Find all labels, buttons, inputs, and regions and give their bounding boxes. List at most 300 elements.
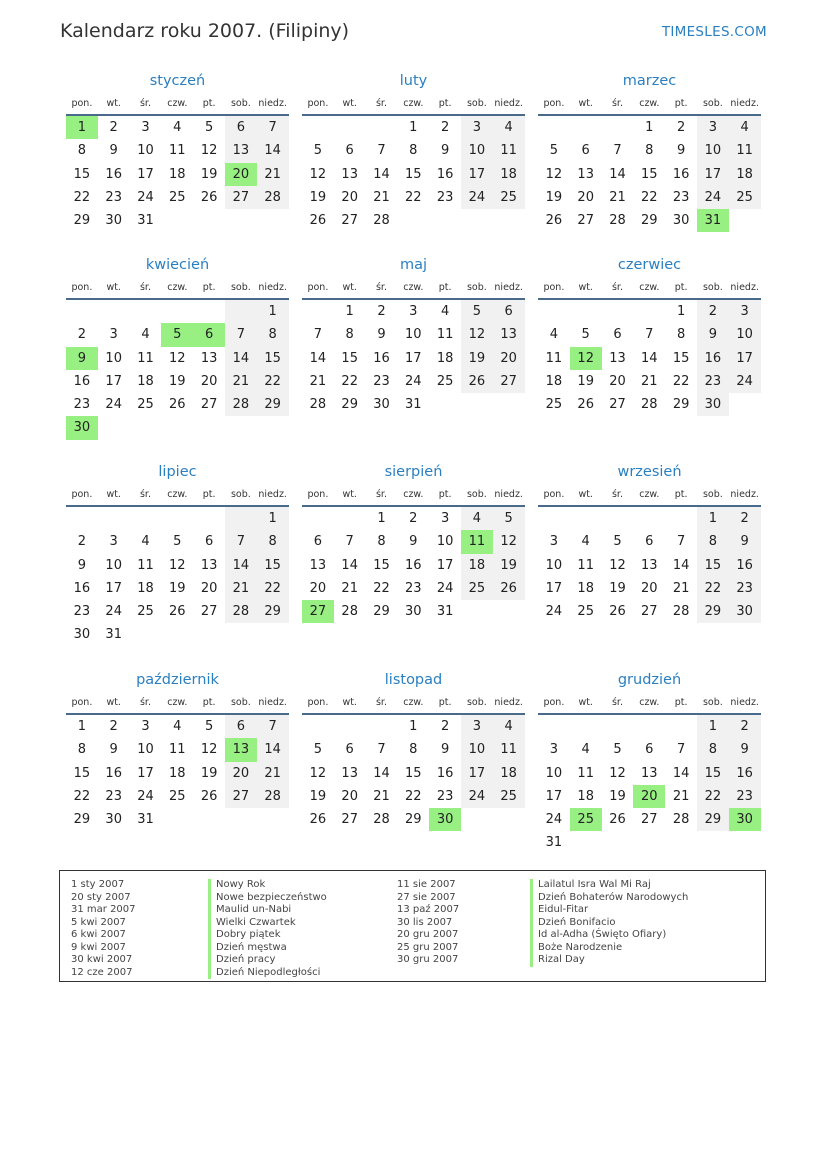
day-cell[interactable]: 23 — [672, 189, 690, 205]
day-cell[interactable]: 25 — [493, 186, 525, 209]
day-cell[interactable]: 7 — [676, 742, 686, 758]
day-cell[interactable]: 24 — [697, 186, 729, 209]
day-cell[interactable]: 17 — [545, 580, 563, 596]
day-cell[interactable]: 10 — [137, 742, 154, 758]
day-cell[interactable]: 28 — [341, 604, 358, 620]
day-cell[interactable]: 17 — [137, 765, 154, 781]
day-cell[interactable]: 7 — [313, 327, 323, 343]
day-cell[interactable]: 8 — [345, 327, 354, 343]
day-cell[interactable]: 22 — [697, 577, 729, 600]
day-cell[interactable]: 16 — [373, 350, 390, 366]
day-cell[interactable]: 21 — [609, 189, 626, 205]
day-cell[interactable]: 18 — [577, 580, 594, 596]
day-cell[interactable]: 28 — [672, 812, 690, 828]
day-cell[interactable]: 22 — [672, 373, 690, 389]
day-cell[interactable]: 8 — [77, 143, 87, 159]
day-cell[interactable]: 24 — [545, 604, 563, 620]
day-cell[interactable]: 28 — [225, 600, 257, 623]
day-cell[interactable]: 2 — [440, 719, 450, 734]
day-cell[interactable]: 19 — [169, 580, 186, 596]
day-cell[interactable]: 2 — [377, 304, 386, 319]
day-cell[interactable]: 17 — [545, 788, 563, 804]
day-cell[interactable]: 20 — [225, 163, 257, 186]
day-cell[interactable]: 15 — [373, 557, 390, 573]
day-cell[interactable]: 24 — [461, 186, 493, 209]
day-cell[interactable]: 3 — [461, 715, 493, 738]
day-cell[interactable]: 9 — [377, 327, 386, 343]
day-cell[interactable]: 20 — [341, 788, 358, 804]
day-cell[interactable]: 14 — [609, 166, 626, 182]
day-cell[interactable]: 30 — [672, 213, 690, 229]
day-cell[interactable]: 8 — [409, 742, 418, 758]
day-cell[interactable]: 6 — [193, 323, 225, 346]
day-cell[interactable]: 26 — [609, 812, 626, 828]
day-cell[interactable]: 11 — [545, 350, 563, 366]
day-cell[interactable]: 16 — [436, 166, 454, 182]
day-cell[interactable]: 26 — [309, 812, 327, 828]
day-cell[interactable]: 19 — [200, 765, 218, 781]
day-cell[interactable]: 4 — [141, 327, 150, 343]
day-cell[interactable]: 22 — [257, 577, 289, 600]
day-cell[interactable]: 25 — [729, 186, 761, 209]
day-cell[interactable]: 19 — [461, 347, 493, 370]
day-cell[interactable]: 26 — [169, 604, 186, 620]
day-cell[interactable]: 28 — [373, 213, 390, 229]
day-cell[interactable]: 5 — [173, 534, 182, 550]
day-cell[interactable]: 13 — [309, 557, 327, 573]
day-cell[interactable]: 26 — [577, 397, 594, 413]
day-cell[interactable]: 9 — [409, 534, 418, 550]
day-cell[interactable]: 2 — [77, 534, 87, 550]
day-cell[interactable]: 10 — [137, 143, 154, 159]
day-cell[interactable]: 31 — [405, 397, 422, 413]
day-cell[interactable]: 13 — [200, 350, 218, 366]
day-cell[interactable]: 20 — [609, 373, 626, 389]
day-cell[interactable]: 11 — [729, 139, 761, 162]
day-cell[interactable]: 17 — [729, 347, 761, 370]
day-cell[interactable]: 15 — [641, 166, 658, 182]
day-cell[interactable]: 14 — [672, 765, 690, 781]
day-cell[interactable]: 10 — [461, 139, 493, 162]
day-cell[interactable]: 27 — [641, 812, 658, 828]
day-cell[interactable]: 28 — [609, 213, 626, 229]
day-cell[interactable]: 16 — [729, 554, 761, 577]
day-cell[interactable]: 30 — [105, 812, 122, 828]
day-cell[interactable]: 19 — [169, 373, 186, 389]
day-cell[interactable]: 3 — [549, 742, 559, 758]
day-cell[interactable]: 30 — [405, 604, 422, 620]
day-cell[interactable]: 19 — [493, 554, 525, 577]
day-cell[interactable]: 1 — [409, 719, 418, 734]
day-cell[interactable]: 25 — [545, 397, 563, 413]
day-cell[interactable]: 2 — [409, 511, 418, 526]
day-cell[interactable]: 8 — [409, 143, 418, 159]
day-cell[interactable]: 7 — [345, 534, 354, 550]
day-cell[interactable]: 17 — [105, 580, 122, 596]
day-cell[interactable]: 5 — [204, 120, 214, 135]
day-cell[interactable]: 15 — [405, 166, 422, 182]
day-cell[interactable]: 10 — [105, 557, 122, 573]
day-cell[interactable]: 5 — [204, 719, 214, 734]
day-cell[interactable]: 13 — [200, 557, 218, 573]
day-cell[interactable]: 23 — [729, 785, 761, 808]
day-cell[interactable]: 4 — [141, 534, 150, 550]
day-cell[interactable]: 20 — [493, 347, 525, 370]
day-cell[interactable]: 18 — [545, 373, 563, 389]
day-cell[interactable]: 22 — [73, 788, 91, 804]
day-cell[interactable]: 9 — [697, 323, 729, 346]
day-cell[interactable]: 13 — [609, 350, 626, 366]
day-cell[interactable]: 31 — [436, 604, 454, 620]
day-cell[interactable]: 29 — [641, 213, 658, 229]
day-cell[interactable]: 31 — [137, 812, 154, 828]
day-cell[interactable]: 10 — [545, 557, 563, 573]
day-cell[interactable]: 4 — [493, 715, 525, 738]
day-cell[interactable]: 15 — [405, 765, 422, 781]
day-cell[interactable]: 28 — [225, 393, 257, 416]
day-cell[interactable]: 29 — [405, 812, 422, 828]
day-cell[interactable]: 11 — [436, 327, 454, 343]
day-cell[interactable]: 27 — [302, 600, 334, 623]
day-cell[interactable]: 11 — [461, 530, 493, 553]
day-cell[interactable]: 17 — [137, 166, 154, 182]
day-cell[interactable]: 27 — [225, 186, 257, 209]
day-cell[interactable]: 31 — [137, 213, 154, 229]
day-cell[interactable]: 15 — [73, 166, 91, 182]
day-cell[interactable]: 14 — [641, 350, 658, 366]
day-cell[interactable]: 29 — [73, 213, 91, 229]
day-cell[interactable]: 31 — [545, 835, 563, 851]
day-cell[interactable]: 6 — [581, 143, 590, 159]
day-cell[interactable]: 14 — [373, 166, 390, 182]
day-cell[interactable]: 7 — [613, 143, 622, 159]
day-cell[interactable]: 4 — [581, 742, 590, 758]
day-cell[interactable]: 11 — [577, 765, 594, 781]
day-cell[interactable]: 8 — [257, 530, 289, 553]
day-cell[interactable]: 3 — [440, 511, 450, 526]
day-cell[interactable]: 30 — [73, 627, 91, 643]
day-cell[interactable]: 19 — [309, 788, 327, 804]
day-cell[interactable]: 16 — [73, 373, 91, 389]
day-cell[interactable]: 14 — [341, 557, 358, 573]
day-cell[interactable]: 22 — [73, 189, 91, 205]
day-cell[interactable]: 1 — [377, 511, 386, 526]
day-cell[interactable]: 8 — [645, 143, 654, 159]
day-cell[interactable]: 27 — [577, 213, 594, 229]
day-cell[interactable]: 30 — [697, 393, 729, 416]
day-cell[interactable]: 7 — [257, 116, 289, 139]
day-cell[interactable]: 24 — [461, 785, 493, 808]
day-cell[interactable]: 9 — [440, 742, 450, 758]
day-cell[interactable]: 14 — [373, 765, 390, 781]
day-cell[interactable]: 1 — [697, 715, 729, 738]
day-cell[interactable]: 19 — [545, 189, 563, 205]
day-cell[interactable]: 16 — [436, 765, 454, 781]
day-cell[interactable]: 31 — [697, 209, 729, 232]
day-cell[interactable]: 28 — [257, 186, 289, 209]
day-cell[interactable]: 29 — [697, 808, 729, 831]
day-cell[interactable]: 1 — [257, 300, 289, 323]
day-cell[interactable]: 3 — [409, 304, 418, 319]
day-cell[interactable]: 8 — [257, 323, 289, 346]
day-cell[interactable]: 30 — [729, 808, 761, 831]
day-cell[interactable]: 22 — [341, 373, 358, 389]
day-cell[interactable]: 29 — [697, 600, 729, 623]
day-cell[interactable]: 24 — [137, 189, 154, 205]
day-cell[interactable]: 15 — [672, 350, 690, 366]
day-cell[interactable]: 1 — [66, 116, 98, 139]
day-cell[interactable]: 21 — [309, 373, 327, 389]
day-cell[interactable]: 16 — [697, 347, 729, 370]
day-cell[interactable]: 17 — [436, 557, 454, 573]
day-cell[interactable]: 21 — [257, 163, 289, 186]
day-cell[interactable]: 27 — [493, 370, 525, 393]
day-cell[interactable]: 30 — [729, 600, 761, 623]
day-cell[interactable]: 24 — [436, 580, 454, 596]
day-cell[interactable]: 29 — [257, 393, 289, 416]
day-cell[interactable]: 30 — [429, 808, 461, 831]
day-cell[interactable]: 9 — [440, 143, 450, 159]
day-cell[interactable]: 7 — [377, 143, 386, 159]
day-cell[interactable]: 11 — [493, 738, 525, 761]
day-cell[interactable]: 3 — [141, 719, 150, 734]
day-cell[interactable]: 30 — [373, 397, 390, 413]
day-cell[interactable]: 13 — [341, 166, 358, 182]
day-cell[interactable]: 4 — [461, 507, 493, 530]
day-cell[interactable]: 8 — [377, 534, 386, 550]
day-cell[interactable]: 27 — [341, 812, 358, 828]
day-cell[interactable]: 14 — [672, 557, 690, 573]
day-cell[interactable]: 17 — [461, 762, 493, 785]
day-cell[interactable]: 23 — [436, 788, 454, 804]
day-cell[interactable]: 13 — [493, 323, 525, 346]
day-cell[interactable]: 23 — [697, 370, 729, 393]
day-cell[interactable]: 15 — [697, 554, 729, 577]
day-cell[interactable]: 2 — [697, 300, 729, 323]
day-cell[interactable]: 2 — [77, 327, 87, 343]
day-cell[interactable]: 3 — [461, 116, 493, 139]
day-cell[interactable]: 14 — [225, 554, 257, 577]
day-cell[interactable]: 9 — [109, 742, 118, 758]
day-cell[interactable]: 10 — [697, 139, 729, 162]
day-cell[interactable]: 5 — [313, 742, 323, 758]
day-cell[interactable]: 7 — [225, 530, 257, 553]
day-cell[interactable]: 20 — [641, 580, 658, 596]
day-cell[interactable]: 18 — [436, 350, 454, 366]
day-cell[interactable]: 11 — [169, 742, 186, 758]
day-cell[interactable]: 17 — [697, 163, 729, 186]
day-cell[interactable]: 23 — [105, 189, 122, 205]
day-cell[interactable]: 19 — [200, 166, 218, 182]
day-cell[interactable]: 29 — [341, 397, 358, 413]
day-cell[interactable]: 14 — [257, 139, 289, 162]
day-cell[interactable]: 26 — [309, 213, 327, 229]
day-cell[interactable]: 10 — [461, 738, 493, 761]
day-cell[interactable]: 18 — [461, 554, 493, 577]
day-cell[interactable]: 29 — [73, 812, 91, 828]
day-cell[interactable]: 5 — [549, 143, 559, 159]
day-cell[interactable]: 1 — [645, 120, 654, 135]
day-cell[interactable]: 17 — [105, 373, 122, 389]
day-cell[interactable]: 24 — [405, 373, 422, 389]
day-cell[interactable]: 12 — [609, 765, 626, 781]
day-cell[interactable]: 6 — [345, 742, 354, 758]
day-cell[interactable]: 28 — [309, 397, 327, 413]
day-cell[interactable]: 10 — [545, 765, 563, 781]
day-cell[interactable]: 24 — [729, 370, 761, 393]
day-cell[interactable]: 3 — [141, 120, 150, 135]
day-cell[interactable]: 15 — [697, 762, 729, 785]
day-cell[interactable]: 12 — [493, 530, 525, 553]
day-cell[interactable]: 12 — [200, 742, 218, 758]
day-cell[interactable]: 1 — [77, 719, 87, 734]
day-cell[interactable]: 6 — [645, 742, 654, 758]
day-cell[interactable]: 21 — [225, 370, 257, 393]
day-cell[interactable]: 12 — [169, 557, 186, 573]
day-cell[interactable]: 28 — [373, 812, 390, 828]
day-cell[interactable]: 1 — [257, 507, 289, 530]
day-cell[interactable]: 29 — [672, 397, 690, 413]
day-cell[interactable]: 21 — [672, 788, 690, 804]
day-cell[interactable]: 12 — [570, 347, 602, 370]
day-cell[interactable]: 14 — [257, 738, 289, 761]
day-cell[interactable]: 9 — [109, 143, 118, 159]
day-cell[interactable]: 8 — [676, 327, 686, 343]
day-cell[interactable]: 13 — [577, 166, 594, 182]
day-cell[interactable]: 2 — [729, 715, 761, 738]
day-cell[interactable]: 22 — [373, 580, 390, 596]
day-cell[interactable]: 5 — [613, 534, 622, 550]
day-cell[interactable]: 31 — [105, 627, 122, 643]
day-cell[interactable]: 1 — [409, 120, 418, 135]
day-cell[interactable]: 21 — [373, 788, 390, 804]
day-cell[interactable]: 27 — [225, 785, 257, 808]
day-cell[interactable]: 20 — [633, 785, 665, 808]
day-cell[interactable]: 21 — [672, 580, 690, 596]
day-cell[interactable]: 4 — [493, 116, 525, 139]
day-cell[interactable]: 9 — [729, 530, 761, 553]
day-cell[interactable]: 25 — [137, 604, 154, 620]
day-cell[interactable]: 2 — [109, 120, 118, 135]
day-cell[interactable]: 20 — [200, 373, 218, 389]
day-cell[interactable]: 6 — [225, 715, 257, 738]
day-cell[interactable]: 26 — [200, 788, 218, 804]
day-cell[interactable]: 29 — [257, 600, 289, 623]
day-cell[interactable]: 21 — [341, 580, 358, 596]
day-cell[interactable]: 11 — [169, 143, 186, 159]
day-cell[interactable]: 16 — [672, 166, 690, 182]
day-cell[interactable]: 25 — [169, 788, 186, 804]
day-cell[interactable]: 20 — [200, 580, 218, 596]
day-cell[interactable]: 4 — [581, 534, 590, 550]
day-cell[interactable]: 6 — [204, 534, 214, 550]
day-cell[interactable]: 17 — [405, 350, 422, 366]
day-cell[interactable]: 26 — [461, 370, 493, 393]
day-cell[interactable]: 23 — [105, 788, 122, 804]
day-cell[interactable]: 18 — [729, 163, 761, 186]
day-cell[interactable]: 15 — [73, 765, 91, 781]
day-cell[interactable]: 20 — [309, 580, 327, 596]
day-cell[interactable]: 16 — [73, 580, 91, 596]
day-cell[interactable]: 26 — [493, 577, 525, 600]
day-cell[interactable]: 20 — [225, 762, 257, 785]
day-cell[interactable]: 28 — [672, 604, 690, 620]
day-cell[interactable]: 7 — [257, 715, 289, 738]
day-cell[interactable]: 29 — [373, 604, 390, 620]
day-cell[interactable]: 3 — [549, 534, 559, 550]
day-cell[interactable]: 1 — [345, 304, 354, 319]
day-cell[interactable]: 25 — [169, 189, 186, 205]
day-cell[interactable]: 21 — [641, 373, 658, 389]
day-cell[interactable]: 21 — [373, 189, 390, 205]
day-cell[interactable]: 23 — [729, 577, 761, 600]
day-cell[interactable]: 21 — [257, 762, 289, 785]
day-cell[interactable]: 18 — [577, 788, 594, 804]
day-cell[interactable]: 1 — [697, 507, 729, 530]
day-cell[interactable]: 18 — [169, 166, 186, 182]
day-cell[interactable]: 10 — [105, 350, 122, 366]
day-cell[interactable]: 15 — [257, 347, 289, 370]
day-cell[interactable]: 27 — [200, 397, 218, 413]
day-cell[interactable]: 12 — [309, 166, 327, 182]
day-cell[interactable]: 7 — [676, 534, 686, 550]
day-cell[interactable]: 5 — [461, 300, 493, 323]
day-cell[interactable]: 4 — [440, 304, 450, 319]
day-cell[interactable]: 21 — [225, 577, 257, 600]
day-cell[interactable]: 2 — [440, 120, 450, 135]
brand-link[interactable]: TIMESLES.COM — [661, 24, 767, 40]
day-cell[interactable]: 6 — [313, 534, 323, 550]
day-cell[interactable]: 13 — [641, 557, 658, 573]
day-cell[interactable]: 7 — [225, 323, 257, 346]
day-cell[interactable]: 18 — [493, 762, 525, 785]
day-cell[interactable]: 11 — [577, 557, 594, 573]
day-cell[interactable]: 6 — [613, 327, 622, 343]
day-cell[interactable]: 11 — [137, 350, 154, 366]
day-cell[interactable]: 13 — [641, 765, 658, 781]
day-cell[interactable]: 4 — [173, 719, 182, 734]
day-cell[interactable]: 13 — [225, 738, 257, 761]
day-cell[interactable]: 9 — [676, 143, 686, 159]
day-cell[interactable]: 28 — [641, 397, 658, 413]
day-cell[interactable]: 6 — [645, 534, 654, 550]
day-cell[interactable]: 22 — [405, 788, 422, 804]
day-cell[interactable]: 15 — [341, 350, 358, 366]
day-cell[interactable]: 5 — [581, 327, 590, 343]
day-cell[interactable]: 25 — [570, 808, 602, 831]
day-cell[interactable]: 4 — [173, 120, 182, 135]
day-cell[interactable]: 10 — [405, 327, 422, 343]
day-cell[interactable]: 3 — [729, 300, 761, 323]
day-cell[interactable]: 22 — [405, 189, 422, 205]
day-cell[interactable]: 28 — [257, 785, 289, 808]
day-cell[interactable]: 24 — [105, 604, 122, 620]
day-cell[interactable]: 19 — [609, 788, 626, 804]
day-cell[interactable]: 19 — [309, 189, 327, 205]
day-cell[interactable]: 11 — [137, 557, 154, 573]
day-cell[interactable]: 3 — [697, 116, 729, 139]
day-cell[interactable]: 12 — [309, 765, 327, 781]
day-cell[interactable]: 27 — [341, 213, 358, 229]
day-cell[interactable]: 10 — [436, 534, 454, 550]
day-cell[interactable]: 24 — [545, 812, 563, 828]
day-cell[interactable]: 16 — [105, 765, 122, 781]
day-cell[interactable]: 23 — [73, 604, 91, 620]
day-cell[interactable]: 6 — [345, 143, 354, 159]
day-cell[interactable]: 15 — [257, 554, 289, 577]
day-cell[interactable]: 17 — [461, 163, 493, 186]
day-cell[interactable]: 25 — [493, 785, 525, 808]
